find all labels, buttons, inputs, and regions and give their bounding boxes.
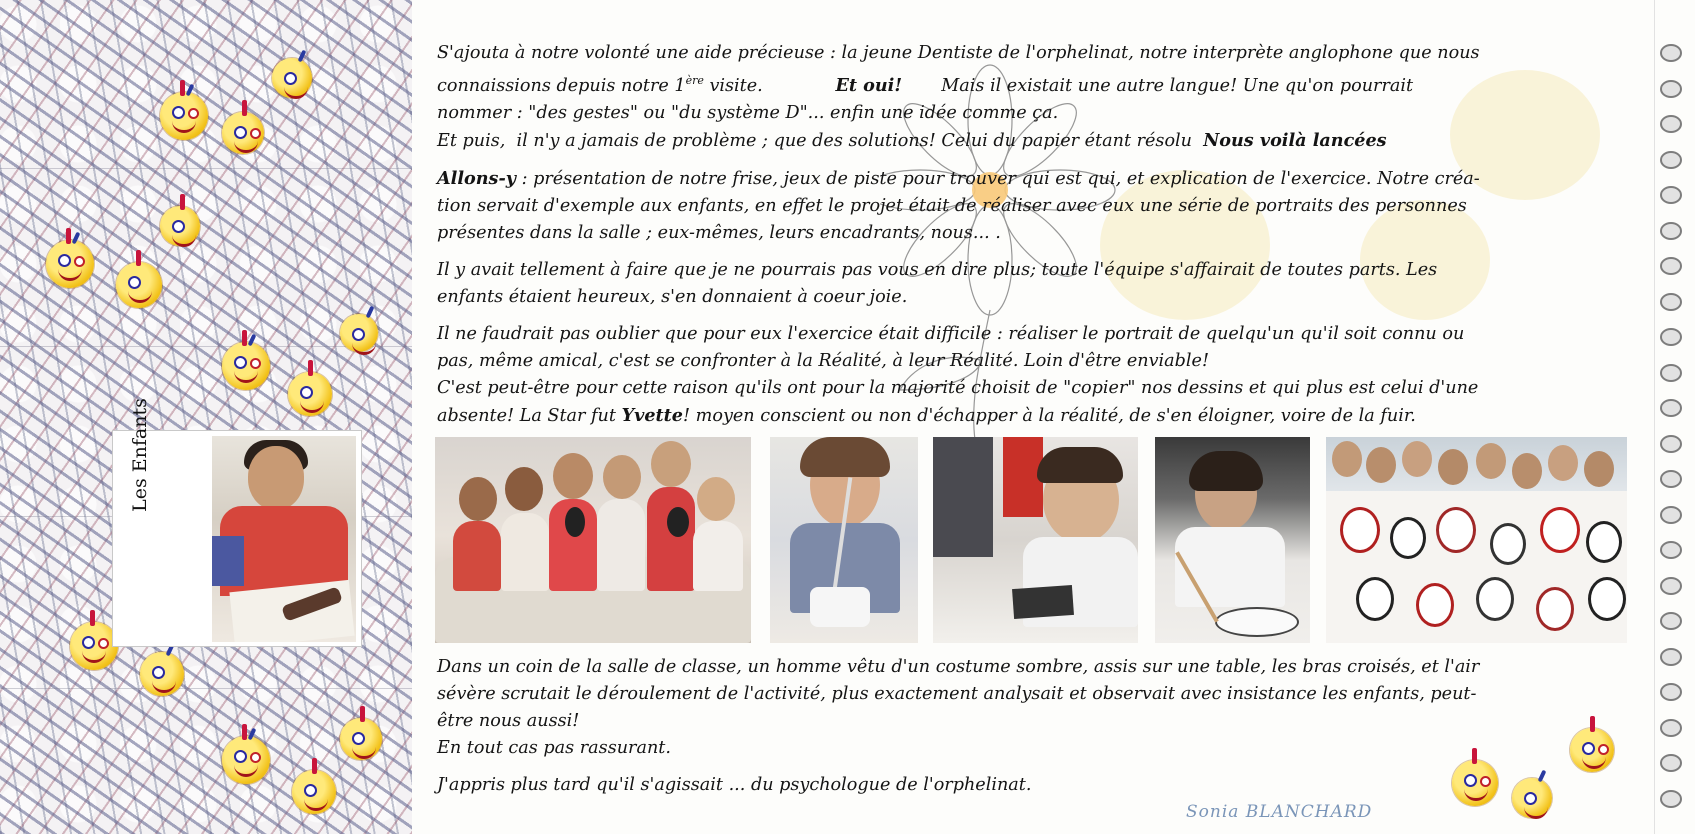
card-title: Les Enfants — [129, 398, 151, 512]
binding-ring — [1660, 364, 1682, 382]
text-line — [437, 127, 1629, 155]
binding-ring — [1660, 648, 1682, 666]
binding-ring — [1660, 754, 1682, 772]
emphasis-text: Allons-y — [437, 167, 516, 189]
binding-ring — [1660, 541, 1682, 559]
text-span: enfants étaient heureux, s'en donnaient à coeur joie. — [437, 286, 908, 307]
photo-child-painting — [770, 437, 918, 643]
text-span: Dans un coin de la salle de classe, un homme vêtu d'un costume sombre, assis sur une table, les bras croisés, et l'air — [437, 657, 1480, 677]
text-line — [437, 257, 1629, 284]
text-span: présentes dans la salle ; eux-mêmes, leurs encadrants, nous... . — [437, 222, 1001, 243]
text-line — [437, 402, 1629, 430]
signature: Sonia BLANCHARD — [1186, 802, 1373, 822]
text-span: visite. — [703, 75, 836, 96]
text-span: J'appris plus tard qu'il s'agissait ... du psychologue de l'orphelinat. — [437, 775, 1032, 795]
binding-ring — [1660, 719, 1682, 737]
text-line — [437, 735, 1629, 762]
binding-ring — [1660, 435, 1682, 453]
text-line — [437, 348, 1629, 375]
text-span: être nous aussi! — [437, 711, 580, 731]
text-line — [437, 681, 1629, 708]
photo-children-with-portraits — [1326, 437, 1627, 643]
emphasis-text: Nous voilà lancées — [1203, 129, 1387, 151]
text-line — [437, 284, 1629, 311]
text-line — [437, 100, 1629, 127]
fish-drawing-icon — [288, 372, 332, 416]
text-span: C'est peut-être pour cette raison qu'ils ont pour la majorité choisit de "copier" nos dessins et qui plus est celui d'une — [437, 377, 1479, 398]
binding-ring — [1660, 80, 1682, 98]
text-span: ! moyen conscient ou non d'échapper à la réalité, de s'en éloigner, voire de la fuir. — [683, 405, 1416, 426]
fish-drawing-icon — [1512, 778, 1552, 818]
child-painting-photo — [212, 436, 356, 642]
fish-drawing-icon — [1452, 760, 1498, 806]
photo-children-group — [435, 437, 751, 643]
text-line — [437, 165, 1629, 193]
binding-ring — [1660, 222, 1682, 240]
text-line — [437, 321, 1629, 348]
binding-ring — [1660, 506, 1682, 524]
text-span: Mais il existait une autre langue! Une qu'on pourrait — [902, 75, 1414, 96]
binding-ring — [1660, 399, 1682, 417]
text-span: pas, même amical, c'est se confronter à la Réalité, à leur Réalité. Loin d'être enviable! — [437, 350, 1210, 371]
body-text-top — [437, 40, 1629, 430]
fish-drawing-icon — [160, 92, 208, 140]
text-line — [437, 375, 1629, 402]
text-span: sévère scrutait le déroulement de l'activité, plus exactement analysait et observait avec insistance les enfants, peut- — [437, 684, 1477, 704]
text-span: Il y avait tellement à faire que je ne pourrais pas vous en dire plus; toute l'équipe s'affairait de toutes parts. Les — [437, 259, 1438, 280]
text-span: ère — [685, 74, 704, 87]
text-span: Il ne faudrait pas oublier que pour eux l'exercice était difficile : réaliser le portrait de quelqu'un qu'il soit connu ou — [437, 323, 1465, 344]
page-edge — [1654, 0, 1655, 834]
fish-drawing-icon — [340, 718, 382, 760]
binding-ring — [1660, 293, 1682, 311]
text-span: nommer : "des gestes" ou "du système D"... enfin une idée comme ça. — [437, 102, 1059, 123]
text-span: Et puis, il n'y a jamais de problème ; que des solutions! Celui du papier étant résolu — [437, 130, 1204, 151]
emphasis-text: Et oui! — [835, 74, 903, 96]
binding-ring — [1660, 683, 1682, 701]
binding-ring — [1660, 44, 1682, 62]
fish-drawing-icon — [272, 58, 312, 98]
fish-drawing-icon — [140, 652, 184, 696]
photo-girl-painting — [1155, 437, 1310, 643]
binding-ring — [1660, 115, 1682, 133]
fish-drawing-icon — [340, 314, 378, 352]
text-line — [437, 193, 1629, 220]
binding-ring — [1660, 257, 1682, 275]
binding-ring — [1660, 577, 1682, 595]
binding-ring — [1660, 328, 1682, 346]
photo-boy-drawing — [933, 437, 1138, 643]
binding-ring — [1660, 186, 1682, 204]
binding-ring — [1660, 612, 1682, 630]
text-span: tion servait d'exemple aux enfants, en effet le projet était de réaliser avec eux une série de portraits des personnes — [437, 195, 1467, 216]
text-line — [437, 654, 1629, 681]
text-span: : présentation de notre frise, jeux de piste pour trouver qui est qui, et explication de l'exercice. Notre créa- — [515, 168, 1480, 189]
decorative-pattern-panel — [0, 0, 412, 834]
fold-line — [0, 168, 412, 169]
body-text-bottom — [437, 654, 1629, 799]
text-line — [437, 67, 1629, 100]
binding-ring — [1660, 790, 1682, 808]
emphasis-text: Yvette — [621, 404, 683, 426]
binding-ring — [1660, 470, 1682, 488]
text-span: connaissions depuis notre 1 — [437, 75, 686, 96]
fish-drawing-icon — [70, 622, 118, 670]
fish-drawing-icon — [116, 262, 162, 308]
fish-drawing-icon — [160, 206, 200, 246]
binding-ring — [1660, 151, 1682, 169]
fish-drawing-icon — [222, 736, 270, 784]
text-line — [437, 220, 1629, 247]
text-span: En tout cas pas rassurant. — [437, 738, 671, 758]
fish-drawing-icon — [46, 240, 94, 288]
text-line — [437, 772, 1629, 799]
fish-drawing-icon — [1570, 728, 1614, 772]
text-line — [437, 708, 1629, 735]
fold-line — [0, 688, 412, 689]
text-line — [437, 40, 1629, 67]
fish-drawing-icon — [222, 342, 270, 390]
text-span: S'ajouta à notre volonté une aide précieuse : la jeune Dentiste de l'orphelinat, notre interprète anglophone que nous — [437, 43, 1480, 63]
fish-drawing-icon — [292, 770, 336, 814]
text-span: absente! La Star fut — [437, 405, 622, 426]
fish-drawing-icon — [222, 112, 264, 154]
